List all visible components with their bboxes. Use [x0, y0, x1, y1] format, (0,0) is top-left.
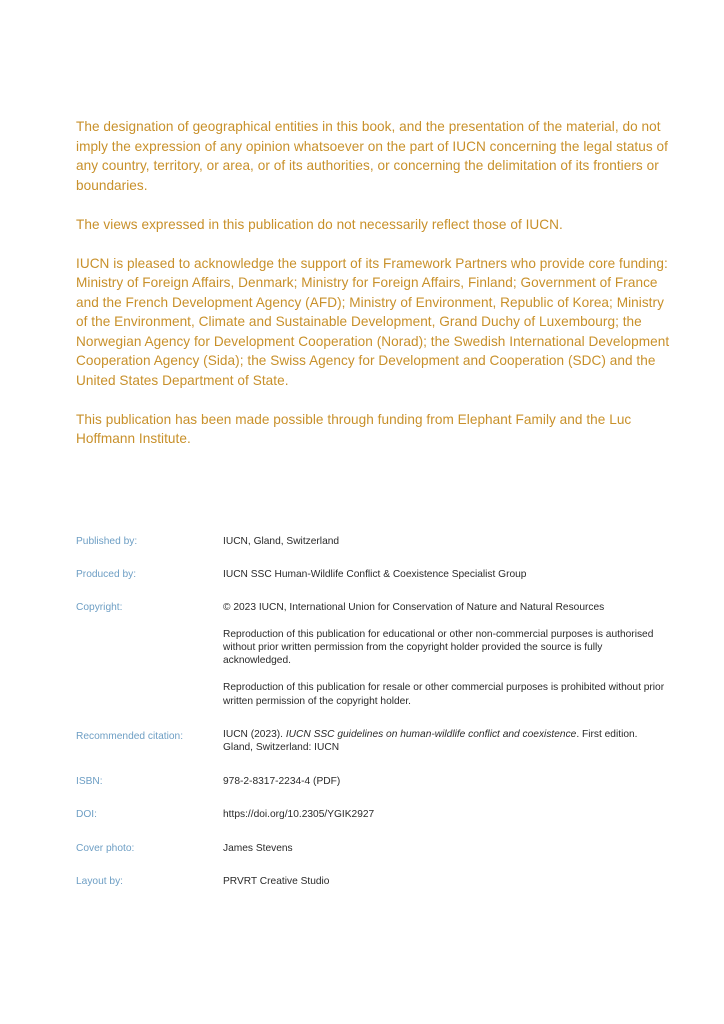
imprint-row-copyright	[76, 601, 666, 708]
published-by-value: IUCN, Gland, Switzerland	[223, 536, 340, 547]
imprint-table	[76, 535, 666, 888]
doi-label: DOI:	[76, 809, 97, 821]
produced-by-value: IUCN SSC Human-Wildlife Conflict & Coexistence Specialist Group	[223, 569, 527, 581]
copyright-reproduction-noncommercial: Reproduction of this publication for educational or other non-commercial purposes is authorised without prior written permission from the copyright holder provided the source is fully acknowledged.	[223, 628, 654, 667]
imprint-row-cover-photo	[76, 842, 666, 855]
copyright-value-block	[223, 601, 666, 708]
disclaimer-block	[76, 117, 676, 468]
published-by-label: Published by:	[76, 536, 138, 547]
isbn-label: ISBN:	[76, 775, 103, 787]
copyright-reproduction-commercial: Reproduction of this publication for resale or other commercial purposes is prohibited without prior written permission of the copyright holder.	[223, 682, 665, 707]
produced-by-label: Produced by:	[76, 569, 137, 581]
disclaimer-acknowledgement: IUCN is pleased to acknowledge the support of its Framework Partners who provide core funding: Ministry of Foreign Affairs, Denmark; Ministry for Foreign Affairs, Finland; Government of France and the French Development Agency (AFD); Ministry of Environment, Republic of Korea; Ministry of the Environment, Climate and Sustainable Development, Grand Duchy of Luxembourg; the Norwegian Agency for Development Cooperation (Norad); the Swedish International Development Cooperation Agency (Sida); the Swiss Agency for Development and Cooperation (SDC) and the United States Department of State.	[76, 255, 670, 388]
cover-photo-value: James Stevens	[223, 842, 293, 854]
copyright-label: Copyright:	[76, 601, 123, 613]
citation-value	[223, 728, 666, 755]
disclaimer-funding: This publication has been made possible through funding from Elephant Family and the Luc Hoffmann Institute.	[76, 411, 632, 446]
layout-by-value: PRVRT Creative Studio	[223, 876, 330, 888]
citation-label: Recommended citation:	[76, 731, 184, 743]
citation-title: IUCN SSC guidelines on human-wildlife conflict and coexistence	[285, 729, 577, 741]
imprint-row-isbn	[76, 775, 666, 788]
doi-value: https://doi.org/10.2305/YGIK2927	[223, 809, 375, 821]
imprint-row-produced-by	[76, 568, 666, 581]
citation-prefix: IUCN (2023).	[223, 729, 286, 741]
cover-photo-label: Cover photo:	[76, 842, 135, 854]
isbn-value: 978-2-8317-2234-4 (PDF)	[223, 775, 341, 787]
layout-by-label: Layout by:	[76, 876, 124, 888]
disclaimer-views: The views expressed in this publication do not necessarily reflect those of IUCN.	[76, 216, 563, 232]
citation-suffix: . First edition. Gland, Switzerland: IUCN	[223, 729, 638, 754]
copyright-value: © 2023 IUCN, International Union for Conservation of Nature and Natural Resources	[223, 601, 605, 613]
imprint-row-published-by	[76, 535, 666, 548]
imprint-row-layout-by	[76, 875, 666, 888]
imprint-row-doi	[76, 808, 666, 821]
imprint-row-citation	[76, 728, 666, 755]
disclaimer-designation: The designation of geographical entities in this book, and the presentation of the material, do not imply the expression of any opinion whatsoever on the part of IUCN concerning the legal status of any country, territory, or area, or of its authorities, or concerning the delimitation of its frontiers or boundaries.	[76, 119, 668, 193]
